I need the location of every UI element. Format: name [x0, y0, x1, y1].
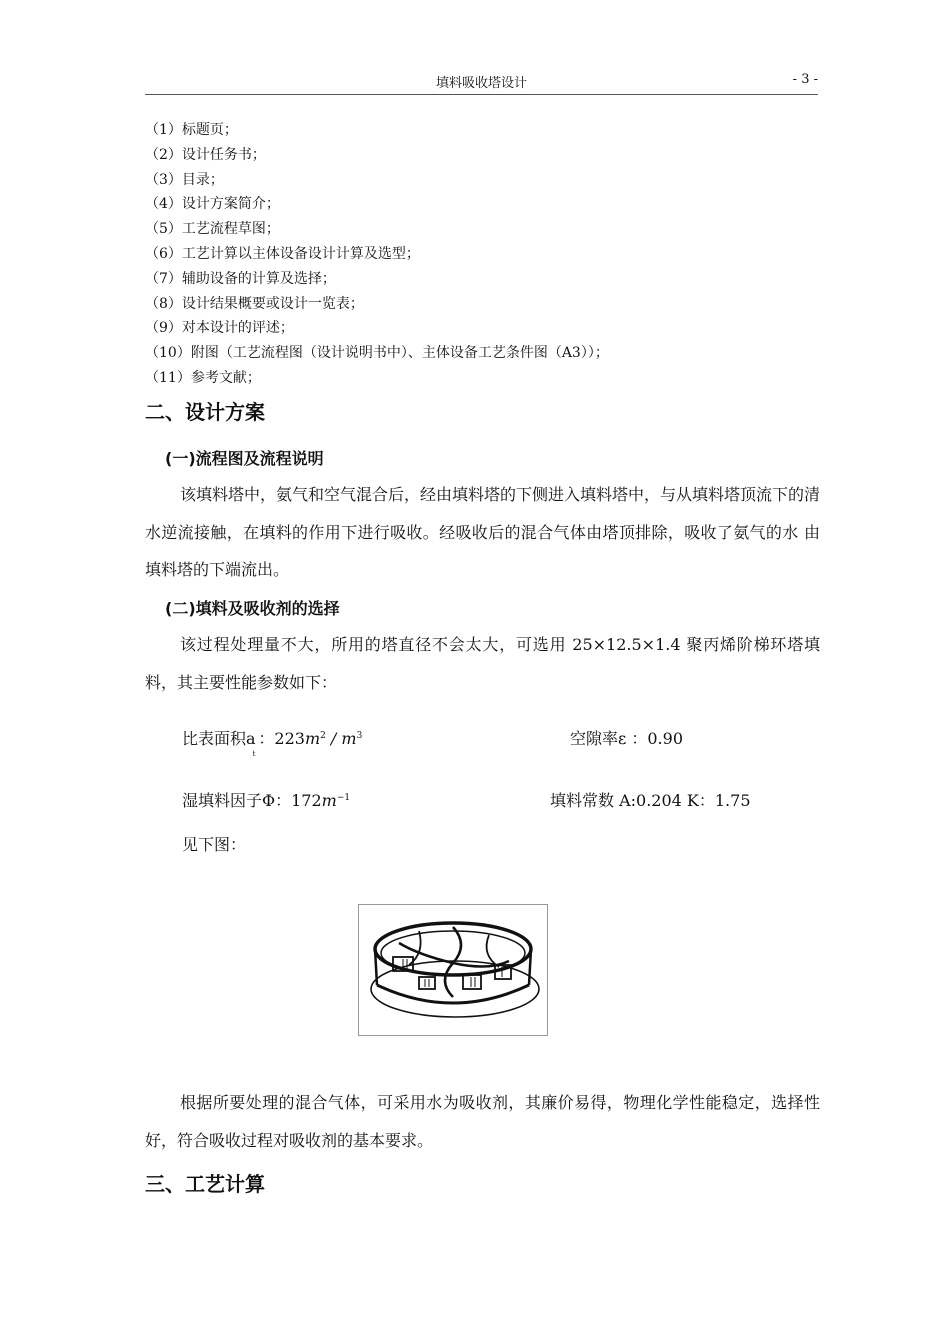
param-exponent: −1 — [336, 793, 351, 803]
param-unit: m — [304, 729, 321, 748]
section-heading-design-plan: 二、设计方案 — [145, 400, 265, 424]
paragraph-absorbent: 根据所要处理的混合气体，可采用水为吸收剂，其廉价易得，物理化学性能稳定，选择性好，符合吸收过程对吸收剂的基本要求。 — [145, 1093, 820, 1150]
packing-ring-figure — [358, 904, 548, 1036]
list-item: （2）设计任务书； — [145, 146, 266, 163]
list-item: （6）工艺计算以主体设备设计计算及选型； — [145, 245, 420, 262]
param-value: ：223 — [258, 729, 305, 748]
paragraph-flow: 该填料塔中，氨气和空气混合后，经由填料塔的下侧进入填料塔中，与从填料塔顶流下的清水逆流接触，在填料的作用下进行吸收。经吸收后的混合气体由塔顶排除，吸收了氨气的水 由填料塔的下端流出。 — [145, 485, 821, 579]
param-voidage: 空隙率ε ：0.90 — [570, 729, 684, 748]
param-symbol: a — [246, 729, 256, 748]
page-number: - 3 - — [792, 72, 818, 87]
step-ring-illustration — [359, 905, 547, 1035]
list-item: （7）辅助设备的计算及选择； — [145, 270, 336, 287]
param-exponent: 3 — [356, 731, 363, 741]
param-wet-factor — [182, 788, 350, 811]
list-item: （8）设计结果概要或设计一览表； — [145, 295, 364, 312]
see-below-text: 见下图： — [182, 835, 247, 854]
paragraph-packing: 该过程处理量不大，所用的塔直径不会太大，可选用 25×12.5×1.4 聚丙烯阶梯环塔填料，其主要性能参数如下： — [145, 635, 820, 692]
param-exponent: 2 — [320, 731, 326, 741]
section-heading-process-calc: 三、工艺计算 — [145, 1172, 265, 1196]
header-title: 填料吸收塔设计 — [435, 76, 527, 91]
param-label: 比表面积 — [182, 729, 247, 748]
subsection-heading-flow: (一)流程图及流程说明 — [165, 449, 324, 468]
param-separator: / — [325, 729, 342, 748]
list-item: （1）标题页； — [145, 122, 238, 138]
param-constants: 填料常数 A:0.204 K：1.75 — [550, 791, 751, 810]
param-specific-area — [182, 726, 363, 758]
list-item: （3）目录； — [145, 171, 224, 188]
param-subscript: t — [252, 750, 256, 758]
list-item: （9）对本设计的评述； — [145, 320, 294, 337]
param-unit: m — [341, 729, 357, 748]
param-unit: m — [321, 791, 337, 810]
page-header — [145, 72, 818, 95]
list-item: （5）工艺流程草图； — [145, 221, 280, 238]
subsection-heading-packing: (二)填料及吸收剂的选择 — [165, 599, 340, 618]
param-label: 湿填料因子Φ：172 — [182, 791, 322, 810]
contents-list — [145, 118, 609, 391]
list-item: （4）设计方案简介； — [145, 196, 280, 213]
list-item: （11）参考文献； — [145, 369, 261, 386]
list-item: （10）附图（工艺流程图（设计说明书中）、主体设备工艺条件图（A3））； — [145, 345, 609, 362]
